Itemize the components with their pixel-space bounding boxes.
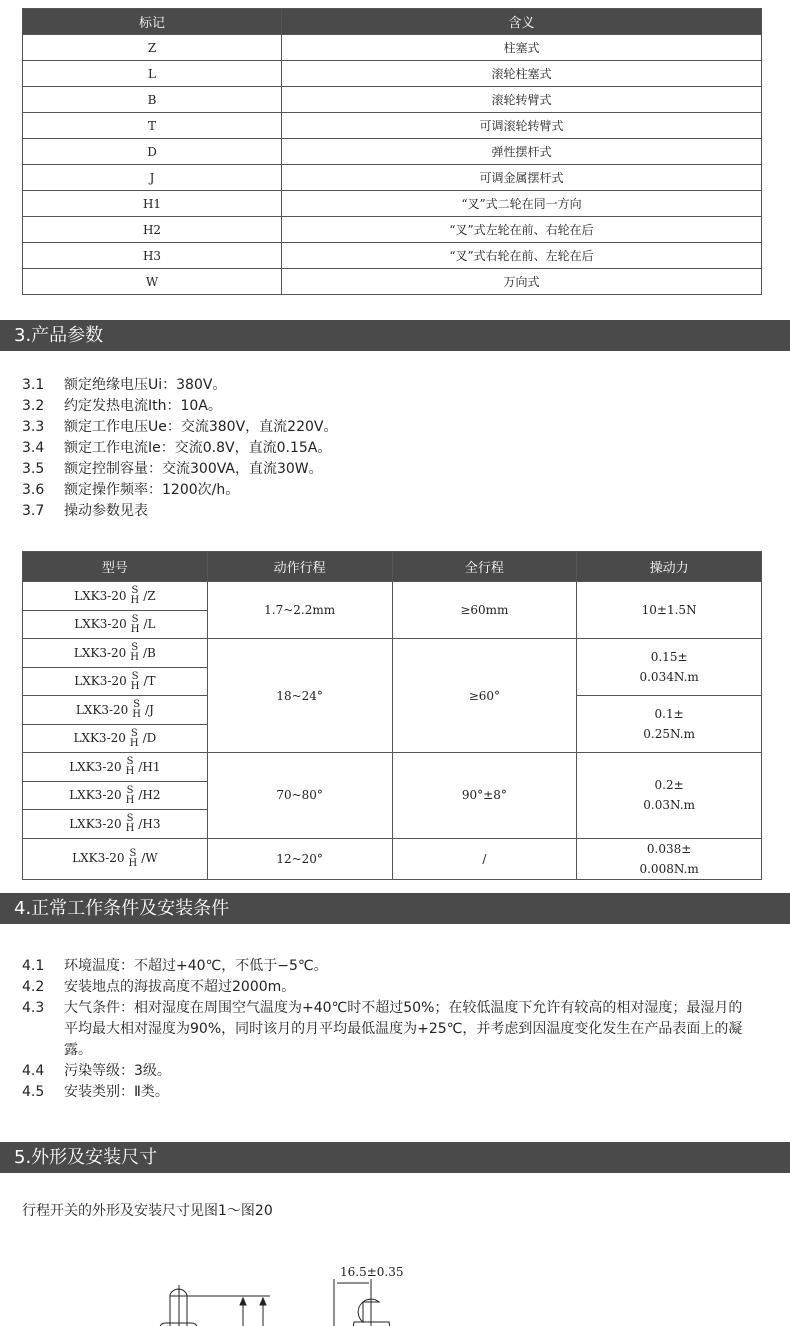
model-cell: LXK3-20 S H /L: [23, 610, 208, 639]
force-cell: 0.2± 0.03N.m: [577, 753, 762, 839]
item-text: 操动参数见表: [64, 503, 148, 519]
force-cell: 0.15± 0.034N.m: [577, 639, 762, 696]
mark-code: H1: [23, 191, 282, 217]
item-number: 3.4: [22, 440, 45, 456]
list-item: [22, 480, 337, 501]
s-h-stack: S H: [128, 847, 138, 869]
item-number: 3.5: [22, 461, 45, 477]
table-row: [23, 191, 762, 217]
full-stroke-cell: ≥60mm: [392, 582, 577, 639]
mark-code: B: [23, 87, 282, 113]
table-row: [23, 113, 762, 139]
list-item: [22, 977, 752, 998]
col-header: 全行程: [392, 552, 577, 582]
s-h-stack: S H: [130, 613, 140, 635]
list-item: [22, 998, 752, 1061]
s-h-stack: S H: [130, 642, 140, 663]
model-cell: LXK3-20 S H /B: [23, 639, 208, 668]
list-item: [22, 501, 337, 522]
table-row: [23, 61, 762, 87]
model-cell: LXK3-20 S H /H3: [23, 810, 208, 839]
item-text: 约定发热电流Ith：10A。: [64, 398, 222, 414]
item-number: 4.1: [22, 958, 45, 974]
item-number: 4.4: [22, 1063, 45, 1079]
item-text: 安装类别：Ⅱ类。: [64, 1084, 169, 1100]
table-row: [23, 582, 762, 611]
model-cell: LXK3-20 S H /W: [23, 838, 208, 879]
table-row: [23, 165, 762, 191]
list-item: [22, 438, 337, 459]
item-number: 3.1: [22, 377, 45, 393]
model-cell: LXK3-20 S H /Z: [23, 582, 208, 611]
table-row: [23, 269, 762, 295]
model-cell: LXK3-20 S H /H2: [23, 781, 208, 810]
mark-code: W: [23, 269, 282, 295]
table-row: [23, 217, 762, 243]
item-text: 额定工作电流Ie：交流0.8V，直流0.15A。: [64, 440, 332, 456]
col-header: 动作行程: [207, 552, 392, 582]
item-number: 3.2: [22, 398, 45, 414]
mark-meaning: 可调金属摆杆式: [282, 165, 762, 191]
mark-meaning: 弹性摆杆式: [282, 139, 762, 165]
item-number: 4.3: [22, 1000, 45, 1016]
mark-meaning: “叉”式二轮在同一方向: [282, 191, 762, 217]
s-h-stack: S H: [129, 727, 139, 749]
list-item: [22, 375, 337, 396]
table-row: [23, 753, 762, 782]
s-h-stack: S H: [125, 784, 135, 806]
stroke-cell: 70~80°: [207, 753, 392, 839]
list-item: [22, 459, 337, 480]
mark-meaning: 可调滚轮转臂式: [282, 113, 762, 139]
s-h-stack: S H: [130, 585, 140, 606]
item-number: 4.5: [22, 1084, 45, 1100]
item-text: 环境温度：不超过+40℃，不低于−5℃。: [64, 958, 328, 974]
full-stroke-cell: 90°±8°: [392, 753, 577, 839]
item-text: 额定工作电压Ue：交流380V，直流220V。: [64, 419, 338, 435]
mark-code: H2: [23, 217, 282, 243]
model-cell: LXK3-20 S H /T: [23, 667, 208, 696]
force-cell: 0.1± 0.25N.m: [577, 696, 762, 753]
item-number: 3.6: [22, 482, 45, 498]
item-text: 额定控制容量：交流300VA，直流30W。: [64, 461, 323, 477]
force-cell: 10±1.5N: [577, 582, 762, 639]
mark-code: J: [23, 165, 282, 191]
item-text: 额定操作频率：1200次/h。: [64, 482, 240, 498]
table-row: [23, 639, 762, 668]
col-header: 型号: [23, 552, 208, 582]
item-number: 3.7: [22, 503, 45, 519]
dimension-drawing: [0, 1230, 790, 1326]
mark-meaning: “叉”式左轮在前、右轮在后: [282, 217, 762, 243]
list-item: [22, 1061, 752, 1082]
col-header: 标记: [23, 9, 282, 35]
table-row: [23, 139, 762, 165]
list-item: [22, 1082, 752, 1103]
mark-code: H3: [23, 243, 282, 269]
full-stroke-cell: /: [392, 838, 577, 879]
full-stroke-cell: ≥60°: [392, 639, 577, 753]
item-text: 安装地点的海拔高度不超过2000m。: [64, 979, 296, 995]
list-item: [22, 417, 337, 438]
mark-meaning: 柱塞式: [282, 35, 762, 61]
list-item: [22, 396, 337, 417]
stroke-cell: 1.7~2.2mm: [207, 582, 392, 639]
model-cell: LXK3-20 S H /D: [23, 724, 208, 753]
mark-code: L: [23, 61, 282, 87]
col-header: 含义: [282, 9, 762, 35]
s-h-stack: S H: [130, 670, 140, 692]
model-cell: LXK3-20 S H /H1: [23, 753, 208, 782]
mark-meaning: “叉”式右轮在前、左轮在后: [282, 243, 762, 269]
mark-code: D: [23, 139, 282, 165]
s-h-stack: S H: [125, 756, 135, 777]
mark-code: T: [23, 113, 282, 139]
s-h-stack: S H: [132, 699, 142, 720]
item-number: 4.2: [22, 979, 45, 995]
section-5-header: 5.外形及安装尺寸: [0, 1142, 790, 1173]
item-text: 大气条件：相对湿度在周围空气温度为+40℃时不超过50%；在较低温度下允许有较高的相对湿度；最湿月的平均最大相对湿度为90%，同时该月的月平均最低温度为+25℃，并考虑到因温度变化发生在产品表面上的凝露。: [64, 1000, 743, 1058]
mark-meaning: 滚轮柱塞式: [282, 61, 762, 87]
s-h-stack: S H: [125, 813, 135, 834]
dimension-label: 16.5±0.35: [340, 1265, 404, 1279]
stroke-cell: 18~24°: [207, 639, 392, 753]
mark-meaning: 万向式: [282, 269, 762, 295]
item-text: 污染等级：3级。: [64, 1063, 171, 1079]
param-table: [22, 551, 762, 880]
list-item: [22, 956, 752, 977]
model-cell: LXK3-20 S H /J: [23, 696, 208, 725]
condition-list: [22, 956, 752, 1103]
table-row: [23, 35, 762, 61]
table-row: [23, 243, 762, 269]
dimension-note: 行程开关的外形及安装尺寸见图1～图20: [22, 1203, 273, 1219]
force-cell: 0.038± 0.008N.m: [577, 838, 762, 879]
table-row: [23, 87, 762, 113]
table-row: [23, 838, 762, 879]
param-list: [22, 375, 337, 522]
col-header: 操动力: [577, 552, 762, 582]
item-text: 额定绝缘电压Ui：380V。: [64, 377, 227, 393]
mark-table: [22, 8, 762, 295]
mark-meaning: 滚轮转臂式: [282, 87, 762, 113]
item-number: 3.3: [22, 419, 45, 435]
section-3-header: 3.产品参数: [0, 320, 790, 351]
mark-code: Z: [23, 35, 282, 61]
stroke-cell: 12~20°: [207, 838, 392, 879]
section-4-header: 4.正常工作条件及安装条件: [0, 893, 790, 924]
